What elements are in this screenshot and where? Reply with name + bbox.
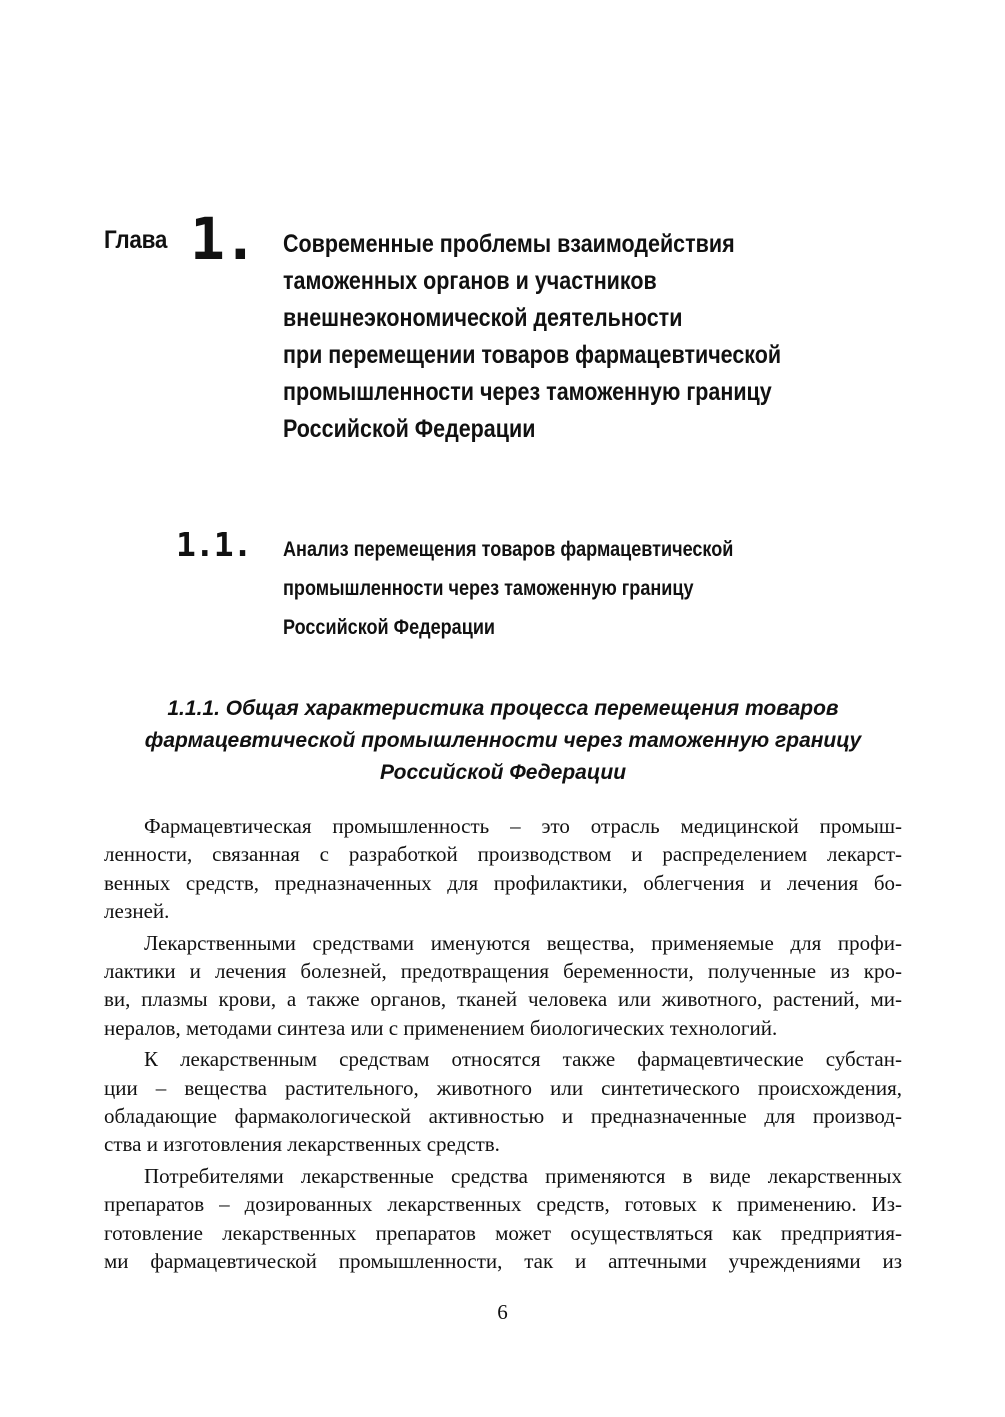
text-line: ства и изготовления лекарственных средств. <box>104 1132 500 1157</box>
section-title <box>283 530 903 647</box>
text-line: обладающие фармакологической активностью и предназначенные для производ- <box>104 1104 902 1129</box>
chapter-label-text: Глава <box>104 226 168 254</box>
chapter-number: 1. <box>190 205 256 273</box>
subsection-title-line: Российской Федерации <box>379 761 627 784</box>
text-line: ленности, связанная с разработкой производством и распределением лекарст- <box>104 842 902 867</box>
paragraph <box>104 929 902 1043</box>
chapter-title-line: промышленности через таможенную границу <box>283 378 772 406</box>
text-line: Фармацевтическая промышленность – это отрасль медицинской промыш- <box>144 814 902 838</box>
page-number: 6 <box>497 1300 508 1324</box>
paragraph <box>104 1162 902 1276</box>
chapter-title-line: таможенных органов и участников <box>283 267 657 295</box>
chapter-title <box>283 226 923 448</box>
text-line: ви, плазмы крови, а также органов, тканей человека или животного, растений, ми- <box>104 987 902 1012</box>
subsection-title-line: фармацевтической промышленности через таможенную границу <box>144 729 862 752</box>
text-line: Лекарственными средствами именуются вещества, применяемые для профи- <box>144 930 902 955</box>
section-number: 1.1. <box>176 525 252 564</box>
subsection-title <box>104 693 902 789</box>
chapter-title-line: Российской Федерации <box>283 415 536 443</box>
text-line: Потребителями лекарственные средства применяются в виде лекарственных <box>144 1163 902 1188</box>
body-text <box>104 812 902 1279</box>
section-title-line: промышленности через таможенную границу <box>283 577 694 600</box>
subsection-title-line: 1.1.1. Общая характеристика процесса перемещения товаров <box>167 697 839 720</box>
chapter-title-line: Современные проблемы взаимодействия <box>283 230 735 258</box>
chapter-title-line: внешнеэкономической деятельности <box>283 304 683 332</box>
text-line: ции – вещества растительного, животного или синтетического происхождения, <box>104 1075 902 1100</box>
paragraph <box>104 812 902 926</box>
text-line: препаратов – дозированных лекарственных средств, готовых к применению. Из- <box>104 1192 902 1217</box>
text-line: лактики и лечения болезней, предотвращения беременности, полученные из кро- <box>104 959 902 984</box>
chapter-label <box>104 226 174 255</box>
text-line: нералов, методами синтеза или с применением биологических технологий. <box>104 1015 778 1040</box>
section-title-line: Российской Федерации <box>283 616 496 639</box>
text-line: готовление лекарственных препаратов может осуществляться как предприятия- <box>104 1220 902 1245</box>
text-line: ми фармацевтической промышленности, так и аптечными учреждениями из <box>104 1249 902 1274</box>
text-line: венных средств, предназначенных для профилактики, облегчения и лечения бо- <box>104 870 902 895</box>
chapter-title-line: при перемещении товаров фармацевтической <box>283 341 782 369</box>
text-line: К лекарственным средствам относятся также фармацевтические субстан- <box>144 1047 902 1072</box>
paragraph <box>104 1045 902 1159</box>
text-line: лезней. <box>104 899 170 924</box>
section-title-line: Анализ перемещения товаров фармацевтической <box>283 538 734 561</box>
